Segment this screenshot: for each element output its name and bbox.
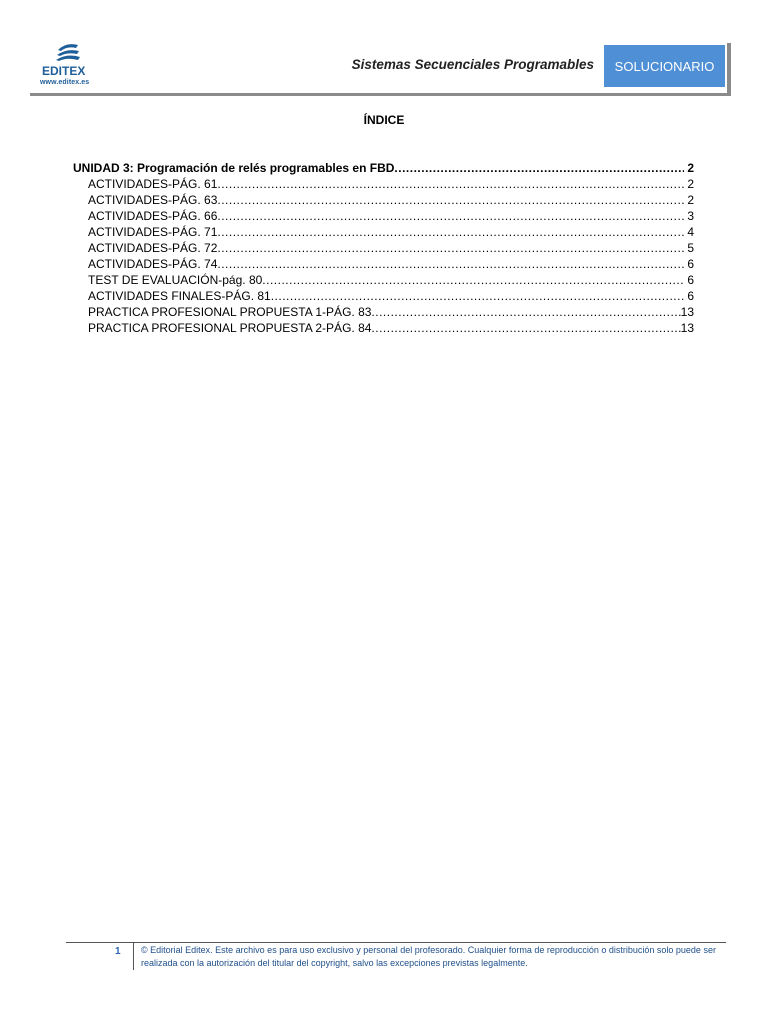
solucionario-badge: SOLUCIONARIO xyxy=(604,45,725,87)
toc-leader-dots xyxy=(271,288,684,304)
table-of-contents xyxy=(73,160,694,336)
toc-entry-label: UNIDAD 3: Programación de relés programables en FBD xyxy=(73,161,395,175)
footer-divider xyxy=(66,942,726,943)
toc-leader-dots xyxy=(371,320,680,336)
toc-leader-dots xyxy=(217,192,684,208)
toc-entry-page: 4 xyxy=(687,225,694,239)
toc-entry-label: TEST DE EVALUACIÓN-pág. 80 xyxy=(88,273,263,287)
toc-leader-dots xyxy=(217,240,684,256)
toc-entry-page: 2 xyxy=(687,177,694,191)
toc-leader-dots xyxy=(394,160,684,176)
badge-shadow xyxy=(727,43,731,95)
toc-entry-label: PRACTICA PROFESIONAL PROPUESTA 2-PÁG. 84 xyxy=(88,321,372,335)
logo-wordmark: EDITEX xyxy=(42,64,86,78)
editex-logo xyxy=(40,42,100,92)
toc-entry-label: ACTIVIDADES-PÁG. 74 xyxy=(88,257,218,271)
editex-logo-icon xyxy=(40,42,100,78)
toc-leader-dots xyxy=(262,272,684,288)
toc-entry[interactable] xyxy=(73,272,694,288)
toc-leader-dots xyxy=(217,176,684,192)
toc-entry[interactable] xyxy=(73,192,694,208)
toc-entry-page: 2 xyxy=(687,193,694,207)
toc-entry[interactable] xyxy=(73,288,694,304)
toc-entry[interactable] xyxy=(73,240,694,256)
toc-entry[interactable] xyxy=(73,320,694,336)
toc-leader-dots xyxy=(217,256,684,272)
toc-entry[interactable] xyxy=(73,304,694,320)
toc-entry-label: ACTIVIDADES-PÁG. 63 xyxy=(88,193,218,207)
copyright-notice: © Editorial Editex. Este archivo es para uso exclusivo y personal del profesorado. Cualquier forma de reproducción o distribución solo puede ser realizada con la autorización del titular del copyright, salvo las excepciones previstas legalmente. xyxy=(141,945,716,968)
toc-entry-page: 6 xyxy=(687,257,694,271)
toc-entry-page: 3 xyxy=(687,209,694,223)
toc-entry-label: ACTIVIDADES-PÁG. 66 xyxy=(88,209,218,223)
toc-entry-page: 13 xyxy=(680,321,694,335)
toc-entry-label: PRACTICA PROFESIONAL PROPUESTA 1-PÁG. 83 xyxy=(88,305,372,319)
toc-entry[interactable] xyxy=(73,224,694,240)
toc-entry[interactable] xyxy=(73,160,694,176)
toc-entry-page: 13 xyxy=(680,305,694,319)
toc-entry-page: 6 xyxy=(687,273,694,287)
document-title: Sistemas Secuenciales Programables xyxy=(351,57,594,72)
toc-entry-page: 2 xyxy=(687,161,694,175)
toc-entry-label: ACTIVIDADES-PÁG. 71 xyxy=(88,225,218,239)
toc-entry[interactable] xyxy=(73,176,694,192)
toc-entry[interactable] xyxy=(73,208,694,224)
index-heading: ÍNDICE xyxy=(363,113,405,127)
toc-leader-dots xyxy=(217,208,684,224)
toc-entry-page: 6 xyxy=(687,289,694,303)
toc-leader-dots xyxy=(371,304,680,320)
toc-entry-label: ACTIVIDADES-PÁG. 61 xyxy=(88,177,218,191)
toc-entry-label: ACTIVIDADES FINALES-PÁG. 81 xyxy=(88,289,271,303)
footer-vertical-divider xyxy=(133,942,134,970)
page-number: 1 xyxy=(115,946,121,957)
header-divider xyxy=(30,93,731,96)
toc-entry-page: 5 xyxy=(687,241,694,255)
toc-leader-dots xyxy=(217,224,684,240)
logo-url: www.editex.es xyxy=(40,79,90,86)
toc-entry-label: ACTIVIDADES-PÁG. 72 xyxy=(88,241,218,255)
toc-entry[interactable] xyxy=(73,256,694,272)
